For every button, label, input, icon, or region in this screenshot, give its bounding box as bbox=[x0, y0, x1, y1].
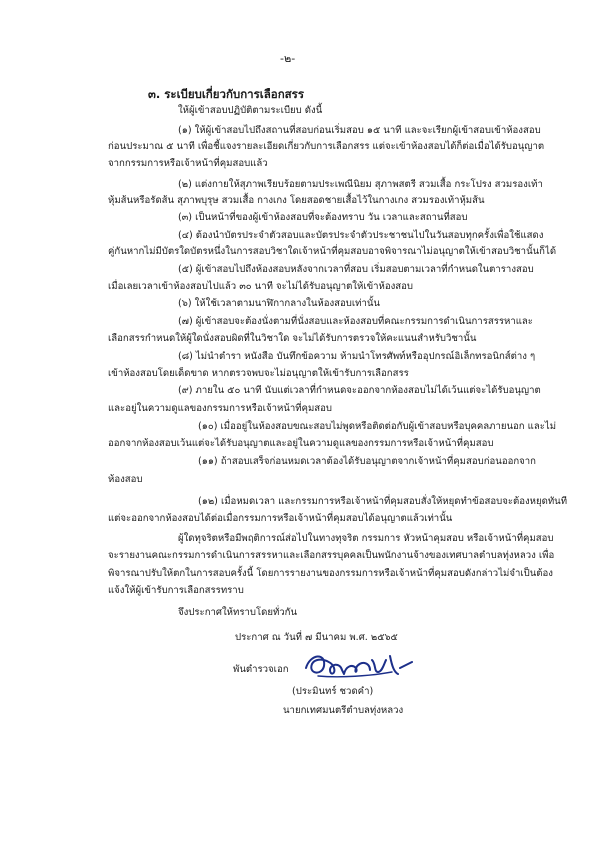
page-number: -๒- bbox=[280, 52, 296, 65]
signature-image bbox=[300, 646, 420, 682]
signer-name: (ประมินทร์ ชวดคำ) bbox=[292, 686, 374, 697]
rule-10-line-1: (๑๐) เมื่ออยู่ในห้องสอบขณะสอบไม่พูดหรือติดต่อกับผู้เข้าสอบหรือบุคคลภายนอก และไม่ bbox=[198, 421, 557, 432]
rule-5-line-2: เมื่อเลยเวลาเข้าห้องสอบไปแล้ว ๓๐ นาที จะไม่ได้รับอนุญาตให้เข้าห้องสอบ bbox=[108, 281, 414, 292]
rule-1-line-1: (๑) ให้ผู้เข้าสอบไปถึงสถานที่สอบก่อนเริ่มสอบ ๑๕ นาที และจะเรียกผู้เข้าสอบเข้าห้องสอบ bbox=[178, 125, 541, 136]
rule-3-line-1: (๓) เป็นหน้าที่ของผู้เข้าห้องสอบที่จะต้องทราบ วัน เวลาและสถานที่สอบ bbox=[178, 212, 468, 223]
rule-12-line-2: แต่จะออกจากห้องสอบได้ต่อเมื่อกรรมการหรือเจ้าหน้าที่คุมสอบได้อนุญาตแล้วเท่านั้น bbox=[108, 513, 453, 524]
rule-9-line-2: และอยู่ในความดูแลของกรรมการหรือเจ้าหน้าที่คุมสอบ bbox=[108, 403, 333, 414]
signer-title: นายกเทศมนตรีตำบลทุ่งหลวง bbox=[283, 705, 404, 716]
rule-7-line-2: เลือกสรรกำหนดให้ผู้ใดนั่งสอบผิดที่ในวิชาใด จะไม่ได้รับการตรวจให้คะแนนสำหรับวิชานั้น bbox=[108, 333, 477, 344]
rule-4-line-2: คู่กันหากไม่มีบัตรใดบัตรหนึ่งในการสอบวิชาใดเจ้าหน้าที่คุมสอบอาจพิจารณาไม่อนุญาตให้เข้าสอบวิชานั้นก็ได้ bbox=[108, 246, 557, 257]
rule-9-line-1: (๙) ภายใน ๕๐ นาที นับแต่เวลาที่กำหนดจะออกจากห้องสอบไม่ได้เว้นแต่จะได้รับอนุญาต bbox=[178, 385, 541, 396]
rule-8-line-1: (๘) ไม่นำตำรา หนังสือ บันทึกข้อความ ห้ามนำโทรศัพท์หรืออุปกรณ์อิเล็กทรอนิกส์ต่าง ๆ bbox=[178, 351, 536, 362]
rule-11-line-1: (๑๑) ถ้าสอบเสร็จก่อนหมดเวลาต้องได้รับอนุญาตจากเจ้าหน้าที่คุมสอบก่อนออกจาก bbox=[198, 456, 536, 467]
rule-10-line-2: ออกจากห้องสอบเว้นแต่จะได้รับอนุญาตและอยู่ในความดูแลของกรรมการหรือเจ้าหน้าที่คุมสอบ bbox=[108, 438, 494, 449]
closing-line-4: แจ้งให้ผู้เข้ารับการเลือกสรรทราบ bbox=[108, 585, 244, 596]
signer-rank: พันตำรวจเอก bbox=[233, 664, 289, 675]
rule-4-line-1: (๔) ต้องนำบัตรประจำตัวสอบและบัตรประจำตัวประชาชนไปในวันสอบทุกครั้งเพื่อใช้แสดง bbox=[178, 230, 544, 241]
announcement: จึงประกาศให้ทราบโดยทั่วกัน bbox=[178, 607, 298, 618]
closing-line-2: จะรายงานคณะกรรมการดำเนินการสรรหาและเลือกสรรบุคคลเป็นพนักงานจ้างของเทศบาลตำบลทุ่งหลวง เพื่อ bbox=[108, 550, 555, 561]
closing-line-1: ผู้ใดทุจริตหรือมีพฤติการณ์ส่อไปในทางทุจริต กรรมการ หัวหน้าคุมสอบ หรือเจ้าหน้าที่คุมสอบ bbox=[178, 533, 554, 544]
rule-2-line-2: หุ้มส้นหรือรัดส้น สุภาพบุรุษ สวมเสื้อ กางเกง โดยสอดชายเสื้อไว้ในกางเกง สวมรองเท้าหุ้มส้น bbox=[108, 195, 485, 206]
rule-1-line-2: ก่อนประมาณ ๕ นาที เพื่อชี้แจงรายละเอียดเกี่ยวกับการเลือกสรร แต่จะเข้าห้องสอบได้ก็ต่อเมื่อได้รับอนุญาต bbox=[108, 141, 545, 152]
closing-line-3: พิจารณาปรับให้ตกในการสอบครั้งนี้ โดยการรายงานของกรรมการหรือเจ้าหน้าที่คุมสอบดังกล่าวไม่จำเป็นต้อง bbox=[108, 568, 553, 579]
rule-12-line-1: (๑๒) เมื่อหมดเวลา และกรรมการหรือเจ้าหน้าที่คุมสอบสั่งให้หยุดทำข้อสอบจะต้องหยุดทันที bbox=[198, 496, 568, 507]
rule-11-line-2: ห้องสอบ bbox=[108, 474, 143, 485]
rule-2-line-1: (๒) แต่งกายให้สุภาพเรียบร้อยตามประเพณีนิยม สุภาพสตรี สวมเสื้อ กระโปรง สวมรองเท้า bbox=[178, 179, 543, 190]
rule-1-line-3: จากกรรมการหรือเจ้าหน้าที่คุมสอบแล้ว bbox=[108, 158, 268, 169]
section-heading: ๓. ระเบียบเกี่ยวกับการเลือกสรร bbox=[148, 87, 305, 101]
intro-line: ให้ผู้เข้าสอบปฏิบัติตามระเบียบ ดังนี้ bbox=[178, 105, 323, 116]
rule-5-line-1: (๕) ผู้เข้าสอบไปถึงห้องสอบหลังจากเวลาที่สอบ เริ่มสอบตามเวลาที่กำหนดในตารางสอบ bbox=[178, 264, 534, 275]
rule-8-line-2: เข้าห้องสอบโดยเด็ดขาด หากตรวจพบจะไม่อนุญาตให้เข้ารับการเลือกสรร bbox=[108, 368, 409, 379]
announce-date: ประกาศ ณ วันที่ ๗ มีนาคม พ.ศ. ๒๕๖๕ bbox=[235, 632, 398, 643]
rule-6-line-1: (๖) ให้ใช้เวลาตามนาฬิกากลางในห้องสอบเท่านั้น bbox=[178, 298, 380, 309]
rule-7-line-1: (๗) ผู้เข้าสอบจะต้องนั่งตามที่นั่งสอบและห้องสอบที่คณะกรรมการดำเนินการสรรหาและ bbox=[178, 316, 533, 327]
